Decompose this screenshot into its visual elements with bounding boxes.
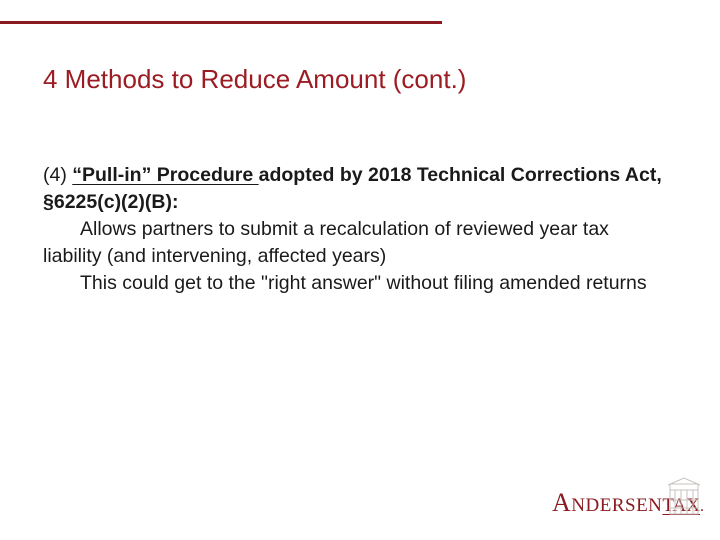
slide-title: 4 Methods to Reduce Amount (cont.) (43, 64, 467, 94)
logo-letter-a: A (552, 488, 572, 517)
top-rule (0, 21, 442, 24)
building-icon (666, 476, 702, 516)
logo-dot: . (699, 498, 704, 515)
paragraph-recalculation: Allows partners to submit a recalculation of reviewed year tax liability (and intervening, affected years) (43, 218, 609, 267)
logo-tax: TAX (662, 495, 700, 516)
paragraph-pull-in (43, 162, 663, 216)
paragraph-right-answer: This could get to the "right answer" without filing amended returns (80, 272, 647, 294)
logo-ndersen: NDERSEN (571, 495, 663, 516)
item-number: (4) (43, 164, 73, 186)
slide-body (43, 162, 663, 297)
pull-in-procedure-detail: adopted by 2018 Technical Corrections Act, §6225(c)(2)(B): (43, 164, 662, 213)
pull-in-procedure-term: “Pull-in” Procedure (72, 164, 259, 186)
